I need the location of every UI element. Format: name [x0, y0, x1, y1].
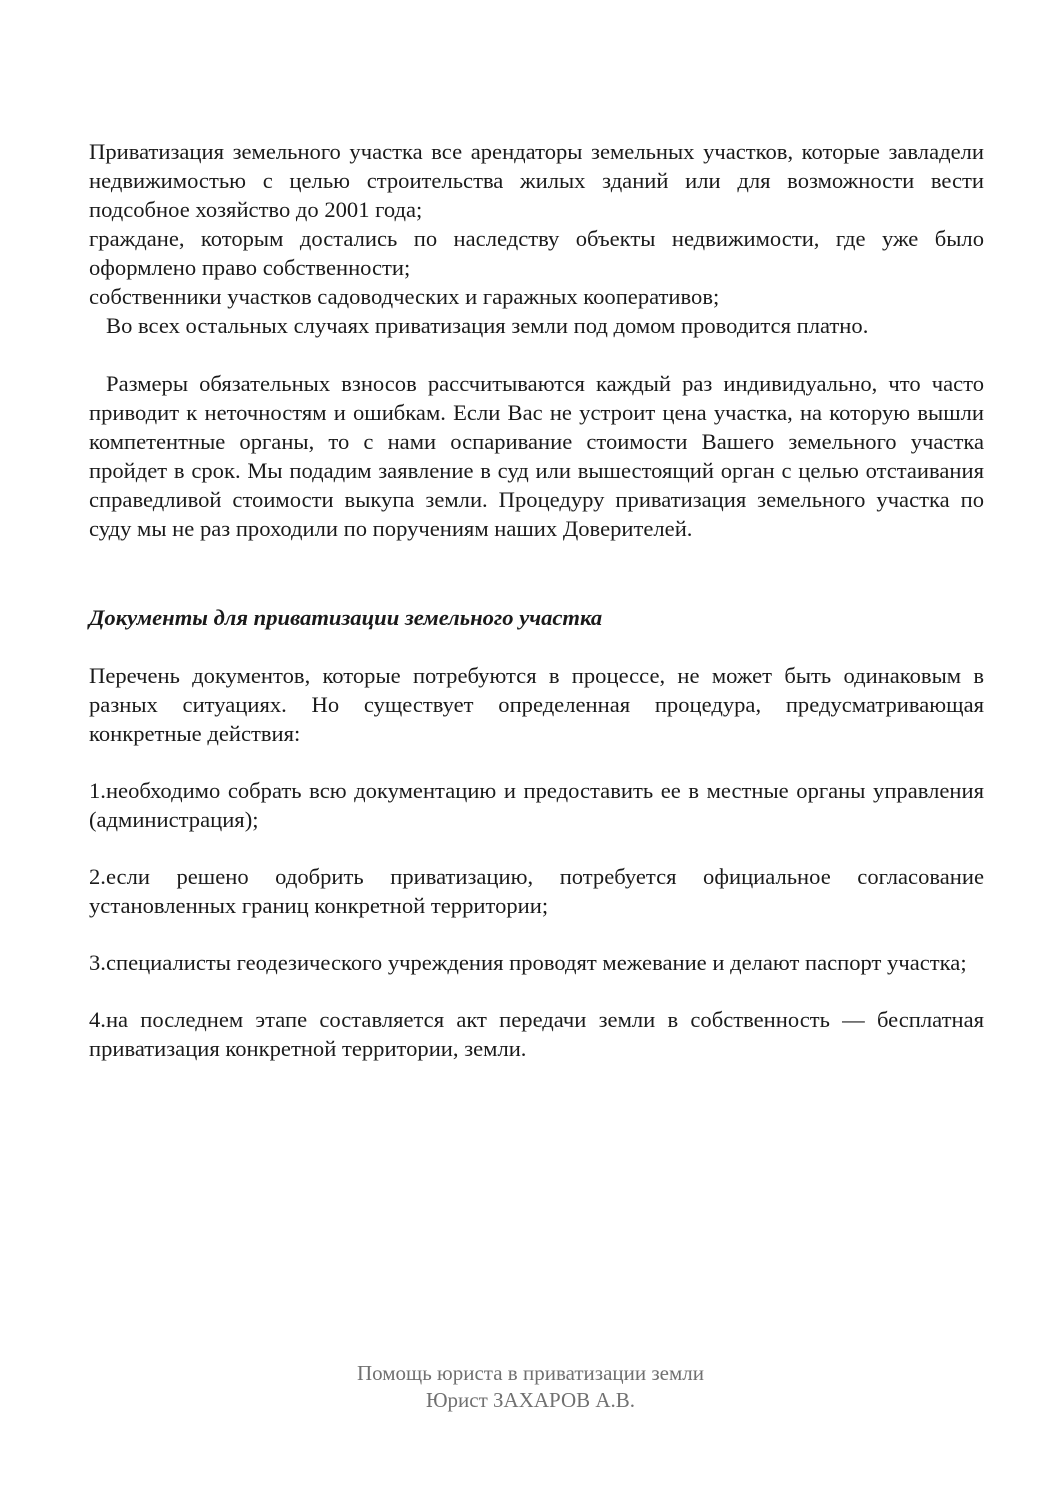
step-item-4: 4.на последнем этапе составляется акт передачи земли в собственность — бесплатная приватизация конкретной территории, земли. [89, 1007, 984, 1061]
section-heading: Документы для приватизации земельного участка [89, 605, 603, 630]
paragraph-cooperatives: собственники участков садоводческих и гаражных кооперативов; [89, 284, 720, 309]
step-item-3: 3.специалисты геодезического учреждения проводят межевание и делают паспорт участка; [89, 950, 967, 975]
step-item-1: 1.необходимо собрать всю документацию и предоставить ее в местные органы управления (администрация); [89, 778, 984, 832]
paragraph-paid-cases: Во всех остальных случаях приватизация земли под домом проводится платно. [106, 313, 869, 338]
paragraph-privatization-intro: Приватизация земельного участка все арендаторы земельных участков, которые завладели недвижимостью с целью строительства жилых зданий или для возможности вести подсобное хозяйство до 2001 года; [89, 139, 984, 222]
step-item-2: 2.если решено одобрить приватизацию, потребуется официальное согласование установленных границ конкретной территории; [89, 864, 984, 918]
footer-service-line: Помощь юриста в приватизации земли [357, 1361, 704, 1385]
document-body [89, 137, 984, 1063]
paragraph-documents-list: Перечень документов, которые потребуются в процессе, не может быть одинаковым в разных ситуациях. Но существует определенная процедура, предусматривающая конкретные действия: [89, 663, 984, 746]
footer-author-line: Юрист ЗАХАРОВ А.В. [425, 1388, 636, 1412]
paragraph-heirs: граждане, которым достались по наследству объекты недвижимости, где уже было оформлено право собственности; [89, 226, 984, 280]
page-footer [0, 1360, 1061, 1414]
paragraph-fees: Размеры обязательных взносов рассчитываются каждый раз индивидуально, что часто приводит к неточностям и ошибкам. Если Вас не устроит цена участка, на которую вышли компетентные органы, то с нами оспаривание стоимости Вашего земельного участка пройдет в срок. Мы подадим заявление в суд или вышестоящий орган с целью отстаивания справедливой стоимости выкупа земли. Процедуру приватизация земельного участка по суду мы не раз проходили по поручениям наших Доверителей. [89, 371, 984, 541]
